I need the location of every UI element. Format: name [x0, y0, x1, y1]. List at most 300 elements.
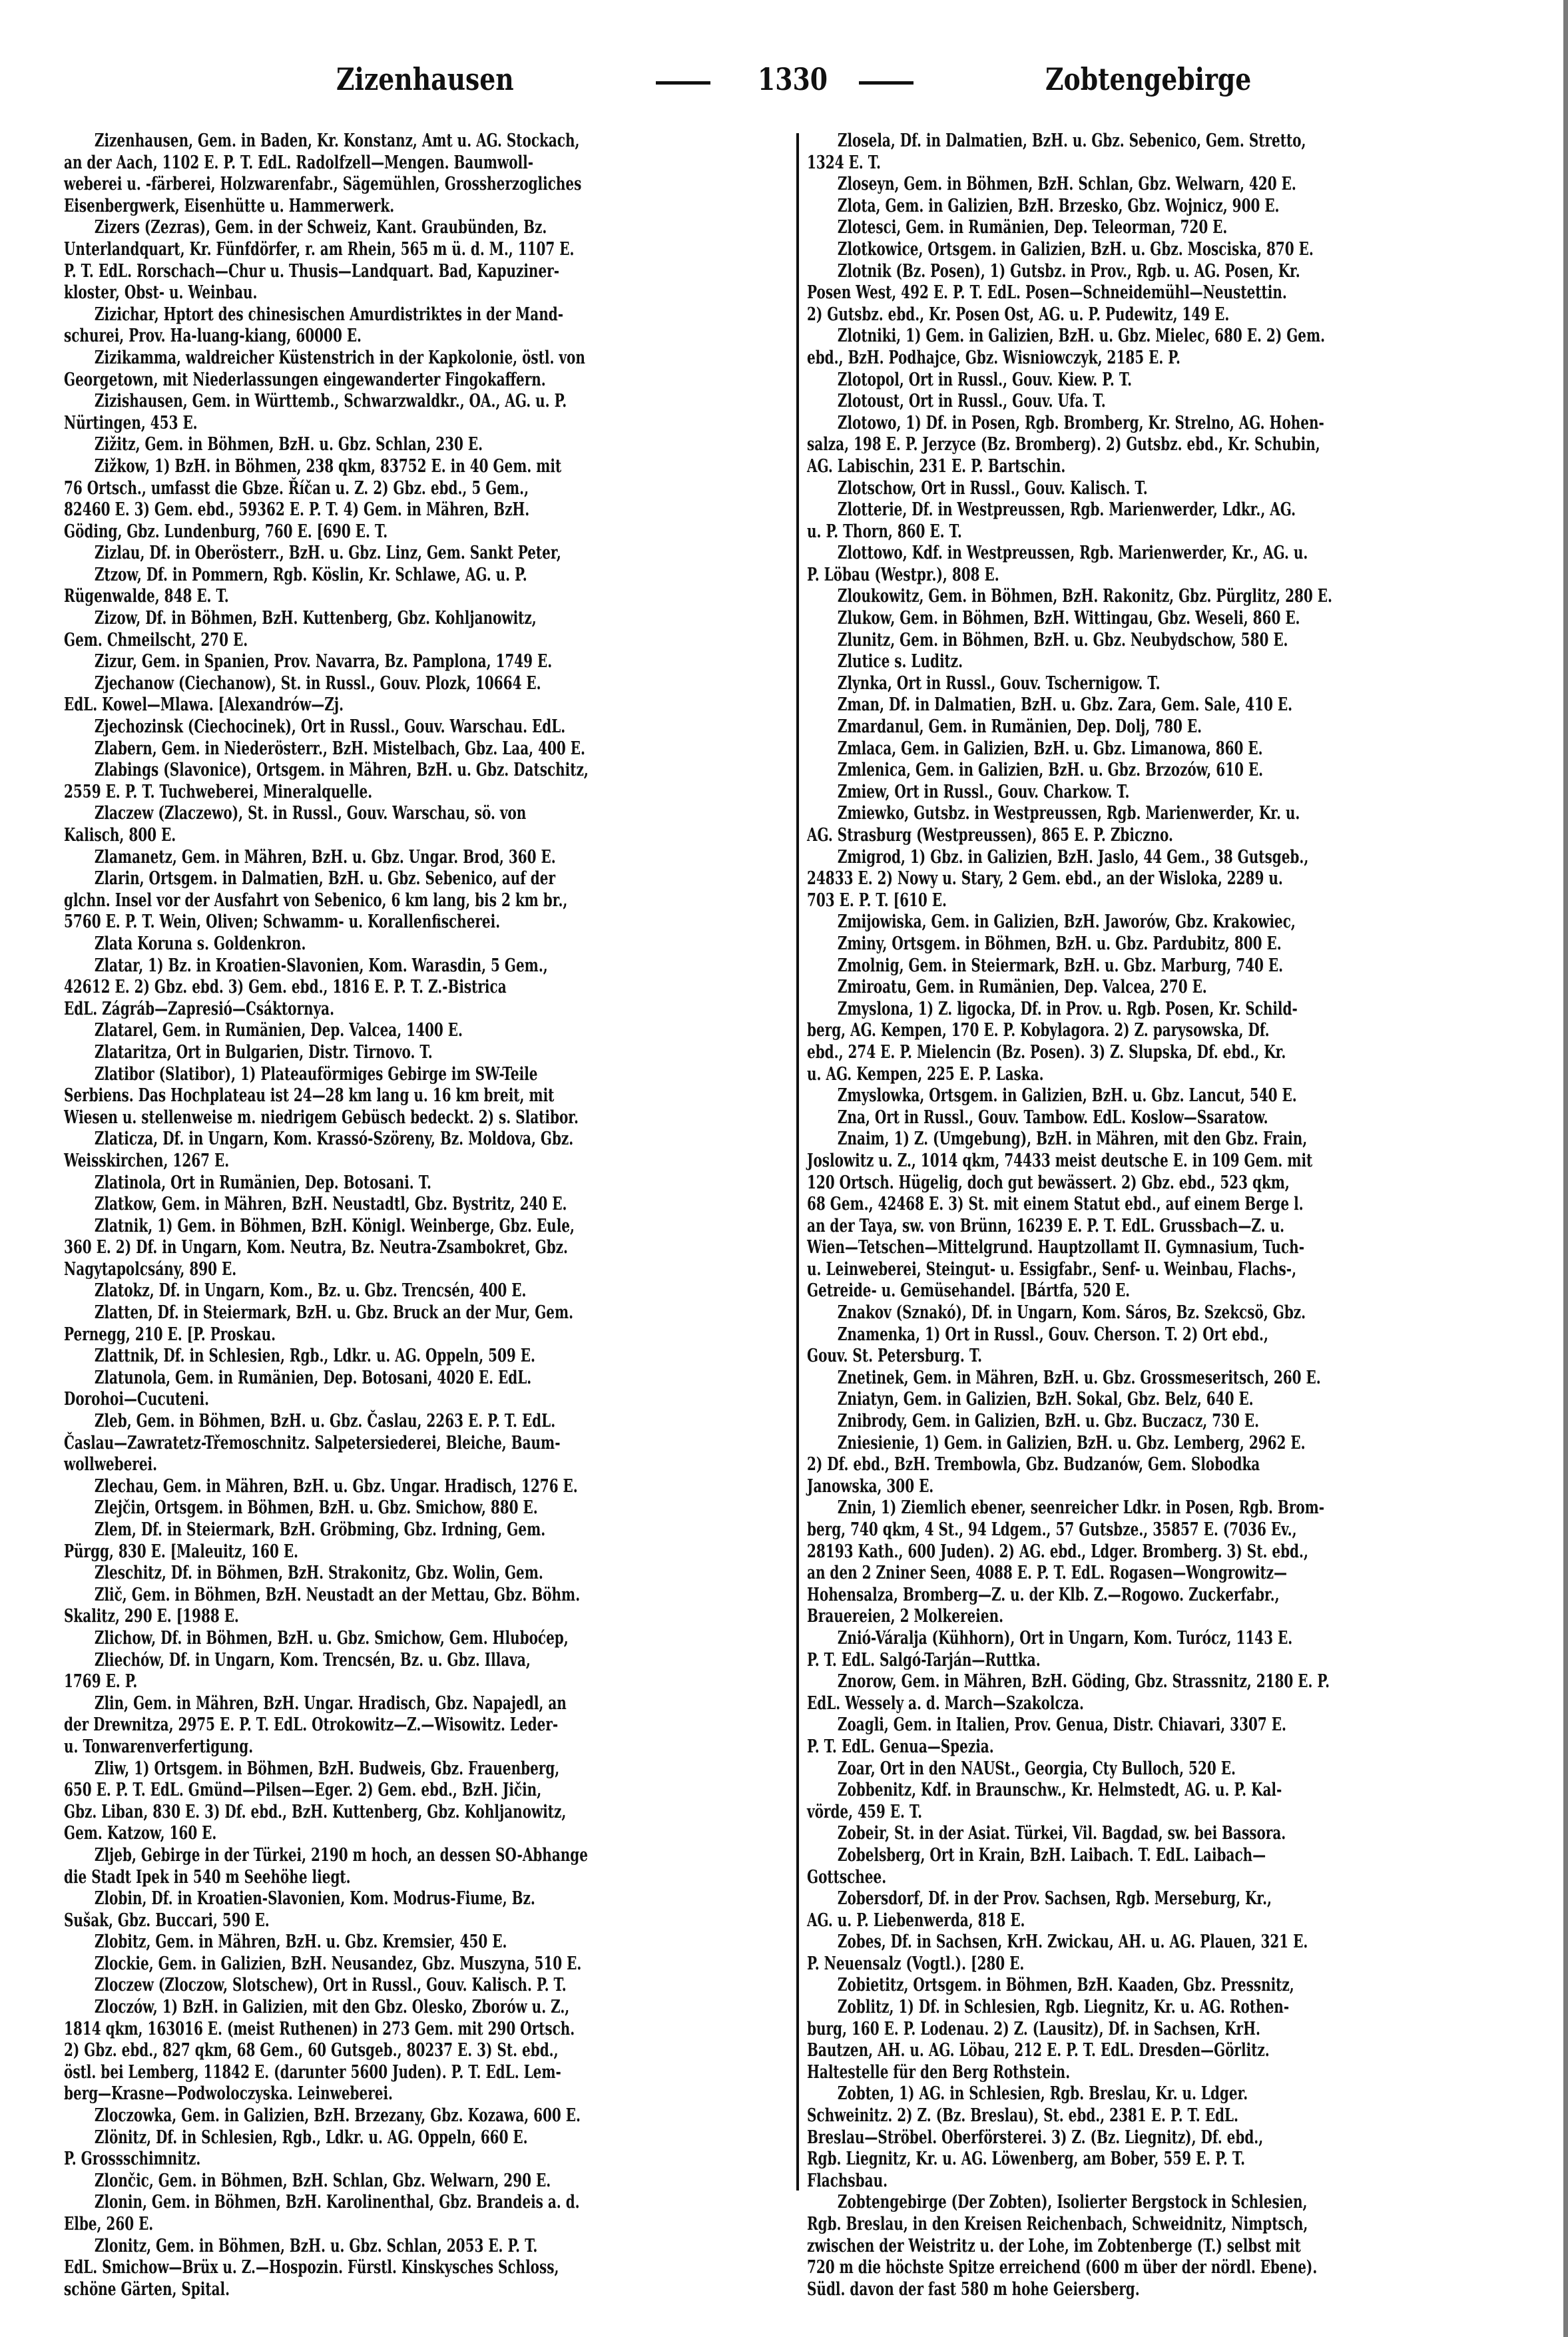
line-text: Zliw, 1) Ortsgem. in Böhmen, BzH. Budweis, Gbz. Frauenberg,	[94, 1758, 560, 1779]
entry-heading-line	[807, 1368, 1527, 1390]
entry-heading-line	[807, 391, 1527, 413]
line-text: Zmiewko, Gutsbz. in Westpreussen, Rgb. Marienwerder, Kr. u.	[837, 803, 1300, 824]
entry-text-line	[807, 1476, 1527, 1498]
entry-text-line	[807, 1606, 1527, 1628]
entry-text-line	[64, 977, 786, 999]
entry-heading-line	[807, 478, 1527, 500]
entry-heading-line	[807, 2192, 1527, 2214]
line-text: Sušak, Gbz. Buccari, 590 E.	[64, 1910, 270, 1931]
entry-text-line	[64, 2083, 786, 2105]
entry-text-line	[64, 1541, 786, 1563]
line-text: Zloczew (Zloczow, Slotschew), Ort in Russl., Gouv. Kalisch. P. T.	[94, 1975, 567, 1996]
line-text: Znorow, Gem. in Mähren, BzH. Göding, Gbz. Strassnitz, 2180 E. P.	[837, 1671, 1330, 1692]
line-text: Zlosela, Df. in Dalmatien, BzH. u. Gbz. Sebenico, Gem. Stretto,	[837, 130, 1306, 151]
line-text: weberei u. -färberei, Holzwarenfabr., Sägemühlen, Grossherzogliches	[64, 174, 582, 195]
line-text: Zlobin, Df. in Kroatien-Slavonien, Kom. Modrus-Fiume, Bz.	[94, 1888, 535, 1910]
entry-heading-line	[807, 239, 1527, 261]
line-text: Zlobitz, Gem. in Mähren, BzH. u. Gbz. Kremsier, 450 E.	[94, 1932, 507, 1953]
line-text: Getreide- u. Gemüsehandel. [Bártfa, 520 E.	[807, 1280, 1131, 1302]
entry-text-line	[807, 1172, 1527, 1194]
entry-heading-line	[64, 1997, 786, 2019]
line-text: Zlatinola, Ort in Rumänien, Dep. Botosani. T.	[94, 1172, 431, 1193]
line-text: Zižkow, 1) BzH. in Böhmen, 238 qkm, 83752 E. in 40 Gem. mit	[94, 455, 562, 477]
entry-heading-line	[807, 911, 1527, 933]
line-text: EdL. Kowel—Mlawa. [Alexandrów—Zj.	[64, 694, 344, 716]
line-text: Kalisch, 800 E.	[64, 825, 176, 846]
entry-text-line	[64, 326, 786, 348]
entry-text-line	[64, 911, 786, 933]
line-text: Zlatokz, Df. in Ungarn, Kom., Bz. u. Gbz. Trencsén, 400 E.	[94, 1280, 527, 1302]
line-text: 24833 E. 2) Nowy u. Stary, 2 Gem. ebd., an der Wisloka, 2289 u.	[807, 868, 1283, 890]
entry-heading-line	[64, 1585, 786, 1607]
line-text: Zlotterie, Df. in Westpreussen, Rgb. Marienwerder, Ldkr., AG.	[837, 499, 1296, 521]
line-text: Znibrody, Gem. in Galizien, BzH. u. Gbz. Buczacz, 730 E.	[837, 1411, 1260, 1432]
line-text: Zobelsberg, Ort in Krain, BzH. Laibach. T. EdL. Laibach—	[837, 1844, 1266, 1866]
line-text: Zlatkow, Gem. in Mähren, BzH. Neustadtl, Gbz. Bystritz, 240 E.	[94, 1194, 567, 1215]
entry-text-line	[807, 890, 1527, 912]
line-text: wollweberei.	[64, 1454, 158, 1475]
entry-heading-line	[807, 694, 1527, 716]
line-text: Zoar, Ort in den NAUSt., Georgia, Cty Bulloch, 520 E.	[837, 1758, 1236, 1779]
entry-text-line	[807, 1519, 1527, 1541]
line-text: Hohensalza, Bromberg—Z. u. der Klb. Z.—Rogowo. Zuckerfabr.,	[807, 1584, 1280, 1605]
line-text: Zlutice s. Luditz.	[837, 651, 963, 672]
line-text: Georgetown, mit Niederlassungen eingewanderter Fingokaffern.	[64, 369, 546, 390]
entry-text-line	[64, 521, 786, 543]
line-text: Zmigrod, 1) Gbz. in Galizien, BzH. Jaslo, 44 Gem., 38 Gutsgeb.,	[837, 846, 1309, 868]
entry-text-line	[807, 1237, 1527, 1259]
entry-text-line	[807, 1194, 1527, 1216]
line-text: 720 m die höchste Spitze erreichend (600 m über der nördl. Ebene).	[807, 2257, 1318, 2278]
line-text: AG. u. P. Liebenwerda, 818 E.	[807, 1910, 1025, 1931]
line-text: der Drewnitza, 2975 E. P. T. EdL. Otrokowitz—Z.—Wisowitz. Leder-	[64, 1714, 559, 1736]
entry-heading-line	[64, 868, 786, 890]
entry-heading-line	[64, 1020, 786, 1042]
column-divider	[796, 133, 799, 2191]
entry-text-line	[64, 1910, 786, 1932]
entry-heading-line	[807, 413, 1527, 435]
line-text: Zlotowo, 1) Df. in Posen, Rgb. Bromberg, Kr. Strelno, AG. Hohen-	[837, 412, 1324, 433]
entry-text-line	[807, 1585, 1527, 1607]
entry-text-line	[807, 348, 1527, 370]
entry-heading-line	[807, 543, 1527, 565]
entry-text-line	[64, 1802, 786, 1824]
line-text: schurei, Prov. Ha-luang-kiang, 60000 E.	[64, 326, 362, 347]
line-text: Zlota, Gem. in Galizien, BzH. Brzesko, Gbz. Wojnicz, 900 E.	[837, 195, 1280, 216]
entry-heading-line	[64, 803, 786, 825]
entry-text-line	[807, 2019, 1527, 2041]
line-text: 2) Gbz. ebd., 827 qkm, 68 Gem., 60 Gutsgeb., 80237 E. 3) St. ebd.,	[64, 2040, 559, 2061]
entry-text-line	[807, 1693, 1527, 1715]
line-text: Zobten, 1) AG. in Schlesien, Rgb. Breslau, Kr. u. Ldger.	[837, 2083, 1248, 2105]
entry-heading-line	[64, 1129, 786, 1151]
line-text: Wiesen u. stellenweise m. niedrigem Gebüsch bedeckt. 2) s. Slatibor.	[64, 1107, 579, 1128]
entry-heading-line	[807, 1823, 1527, 1845]
line-text: Pernegg, 210 E. [P. Proskau.	[64, 1324, 276, 1345]
entry-heading-line	[64, 1650, 786, 1672]
line-text: u. Leinweberei, Steingut- u. Essigfabr., Senf- u. Weinbau, Flachs-,	[807, 1258, 1297, 1280]
line-text: Zlechau, Gem. in Mähren, BzH. u. Gbz. Ungar. Hradisch, 1276 E.	[94, 1475, 578, 1497]
line-text: Zmardanul, Gem. in Rumänien, Dep. Dolj, 780 E.	[837, 716, 1202, 738]
line-text: Zljeb, Gebirge in der Türkei, 2190 m hoch, an dessen SO-Abhange	[94, 1844, 588, 1866]
entry-text-line	[64, 694, 786, 716]
line-text: Zobersdorf, Df. in der Prov. Sachsen, Rgb. Merseburg, Kr.,	[837, 1888, 1272, 1910]
entry-heading-line	[64, 1953, 786, 1975]
entry-text-line	[807, 2149, 1527, 2171]
header-dash-right	[859, 81, 914, 85]
line-text: Znakov (Sznakó), Df. in Ungarn, Kom. Sáros, Bz. Szekcsö, Gbz.	[837, 1302, 1306, 1324]
line-text: EdL. Zágráb—Zapresió—Csáktornya.	[64, 998, 335, 1019]
line-text: Zlarin, Ortsgem. in Dalmatien, BzH. u. Gbz. Sebenico, auf der	[94, 868, 556, 890]
entry-text-line	[807, 456, 1527, 478]
entry-text-line	[807, 1953, 1527, 1975]
entry-text-line	[807, 521, 1527, 543]
entry-heading-line	[64, 217, 786, 239]
entry-text-line	[64, 239, 786, 261]
entry-heading-line	[64, 1411, 786, 1433]
entry-heading-line	[807, 1975, 1527, 1997]
line-text: Rgb. Liegnitz, Kr. u. AG. Löwenberg, am Bober, 559 E. P. T.	[807, 2149, 1246, 2170]
line-text: Zloseyn, Gem. in Böhmen, BzH. Schlan, Gbz. Welwarn, 420 E.	[837, 174, 1296, 195]
entry-heading-line	[64, 2127, 786, 2149]
entry-text-line	[807, 2214, 1527, 2236]
line-text: Zlata Koruna s. Goldenkron.	[94, 933, 306, 954]
line-text: Zmlenica, Gem. in Galizien, BzH. u. Gbz. Brzozów, 610 E.	[837, 760, 1264, 781]
line-text: Zlatten, Df. in Steiermark, BzH. u. Gbz. Bruck an der Mur, Gem.	[94, 1302, 574, 1324]
entry-text-line	[807, 1736, 1527, 1758]
line-text: Zobeir, St. in der Asiat. Türkei, Vil. Bagdad, sw. bei Bassora.	[837, 1823, 1286, 1844]
entry-heading-line	[64, 348, 786, 370]
line-text: Gbz. Liban, 830 E. 3) Df. ebd., BzH. Kuttenberg, Gbz. Kohljanowitz,	[64, 1801, 567, 1822]
line-text: zwischen der Weistritz u. der Lohe, im Zobtenberge (T.) selbst mit	[807, 2235, 1301, 2256]
line-text: 82460 E. 3) Gem. ebd., 59362 E. P. T. 4) Gem. in Mähren, BzH.	[64, 499, 530, 521]
entry-heading-line	[807, 370, 1527, 391]
entry-heading-line	[64, 304, 786, 326]
line-text: 1769 E. P.	[64, 1671, 138, 1692]
entry-text-line	[64, 282, 786, 304]
line-text: Zobes, Df. in Sachsen, KrH. Zwickau, AH. u. AG. Plauen, 321 E.	[837, 1932, 1308, 1953]
entry-heading-line	[807, 977, 1527, 999]
line-text: Gem. Katzow, 160 E.	[64, 1823, 217, 1844]
line-text: Znin, 1) Ziemlich ebener, seenreicher Ldkr. in Posen, Rgb. Brom-	[837, 1497, 1325, 1519]
line-text: Janowska, 300 E.	[807, 1475, 934, 1497]
entry-text-line	[64, 2257, 786, 2279]
entry-heading-line	[64, 1064, 786, 1086]
line-text: Posen West, 492 E. P. T. EdL. Posen—Schneidemühl—Neustettin.	[807, 282, 1287, 304]
entry-heading-line	[64, 1888, 786, 1910]
line-text: Zjechozinsk (Ciechocinek), Ort in Russl., Gouv. Warschau. EdL.	[94, 716, 566, 738]
line-text: Zlotnik (Bz. Posen), 1) Gutsbz. in Prov., Rgb. u. AG. Posen, Kr.	[837, 260, 1300, 282]
line-text: berg, AG. Kempen, 170 E. P. Kobylagora. 2) Z. parysowska, Df.	[807, 1020, 1270, 1041]
entry-heading-line	[807, 651, 1527, 673]
entry-heading-line	[64, 1497, 786, 1519]
entry-heading-line	[64, 543, 786, 565]
entry-text-line	[64, 1324, 786, 1346]
running-header	[0, 61, 1568, 108]
line-text: Zizur, Gem. in Spanien, Prov. Navarra, Bz. Pamplona, 1749 E.	[94, 651, 553, 672]
line-text: Zmlaca, Gem. in Galizien, BzH. u. Gbz. Limanowa, 860 E.	[837, 738, 1263, 759]
line-text: Zloukowitz, Gem. in Böhmen, BzH. Rakonitz, Gbz. Pürglitz, 280 E.	[837, 586, 1332, 607]
entry-heading-line	[807, 738, 1527, 760]
entry-text-line	[64, 1389, 786, 1411]
entry-text-line	[64, 1237, 786, 1259]
entry-text-line	[807, 1216, 1527, 1238]
entry-heading-line	[64, 1693, 786, 1715]
entry-text-line	[807, 1020, 1527, 1042]
line-text: Zloczowka, Gem. in Galizien, BzH. Brzezany, Gbz. Kozawa, 600 E.	[94, 2105, 581, 2127]
entry-heading-line	[807, 586, 1527, 608]
entry-text-line	[64, 825, 786, 847]
line-text: Zizishausen, Gem. in Württemb., Schwarzwaldkr., OA., AG. u. P.	[94, 391, 567, 412]
line-text: 360 E. 2) Df. in Ungarn, Kom. Neutra, Bz. Neutra-Zsambokret, Gbz.	[64, 1237, 568, 1258]
entry-heading-line	[807, 716, 1527, 738]
entry-heading-line	[807, 1888, 1527, 1910]
line-text: Zjechanow (Ciechanow), St. in Russl., Gouv. Plozk, 10664 E.	[94, 672, 541, 694]
line-text: Zizers (Zezras), Gem. in der Schweiz, Kant. Graubünden, Bz.	[94, 217, 547, 238]
line-text: 68 Gem., 42468 E. 3) St. mit einem Statut ebd., auf einem Berge l.	[807, 1194, 1304, 1215]
entry-text-line	[64, 2040, 786, 2062]
line-text: Zlottowo, Kdf. in Westpreussen, Rgb. Marienwerder, Kr., AG. u.	[837, 543, 1308, 564]
line-text: Zlotoust, Ort in Russl., Gouv. Ufa. T.	[837, 391, 1106, 412]
line-text: Zlotopol, Ort in Russl., Gouv. Kiew. P. T.	[837, 369, 1133, 390]
entry-heading-line	[807, 499, 1527, 521]
entry-text-line	[807, 1563, 1527, 1585]
line-text: Zizikamma, waldreicher Küstenstrich in der Kapkolonie, östl. von	[94, 347, 585, 368]
line-text: an der Aach, 1102 E. P. T. EdL. Radolfzell—Mengen. Baumwoll-	[64, 152, 534, 173]
entry-heading-line	[64, 2171, 786, 2193]
entry-heading-line	[807, 955, 1527, 977]
entry-text-line	[64, 1454, 786, 1476]
line-text: Zlattnik, Df. in Schlesien, Rgb., Ldkr. u. AG. Oppeln, 509 E.	[94, 1346, 535, 1367]
entry-text-line	[64, 196, 786, 218]
line-text: Rgb. Breslau, in den Kreisen Reichenbach, Schweidnitz, Nimptsch,	[807, 2214, 1308, 2234]
line-text: Flachsbau.	[807, 2170, 888, 2191]
line-text: Ztzow, Df. in Pommern, Rgb. Köslin, Kr. Schlawe, AG. u. P.	[94, 564, 527, 585]
line-text: Wien—Tetschen—Mittelgrund. Hauptzollamt II. Gymnasium, Tuch-	[807, 1237, 1305, 1258]
entry-text-line	[64, 1736, 786, 1758]
entry-text-line	[807, 2127, 1527, 2149]
line-text: Zlotschow, Ort in Russl., Gouv. Kalisch. T.	[837, 477, 1148, 499]
line-text: Dorohoi—Cucuteni.	[64, 1389, 210, 1410]
entry-heading-line	[64, 1628, 786, 1650]
entry-heading-line	[64, 1476, 786, 1498]
line-text: Znetinek, Gem. in Mähren, BzH. u. Gbz. Grossmeseritsch, 260 E.	[837, 1367, 1321, 1388]
entry-heading-line	[64, 2236, 786, 2258]
entry-text-line	[64, 174, 786, 196]
line-text: Zlönitz, Df. in Schlesien, Rgb., Ldkr. u. AG. Oppeln, 660 E.	[94, 2127, 528, 2148]
entry-heading-line	[64, 2192, 786, 2214]
entry-heading-line	[807, 1389, 1527, 1411]
entry-text-line	[807, 1910, 1527, 1932]
entry-heading-line	[807, 1845, 1527, 1867]
line-text: u. Tonwarenverfertigung.	[64, 1736, 254, 1757]
entry-heading-line	[64, 716, 786, 738]
line-text: ebd., BzH. Podhajce, Gbz. Wisniowczyk, 2185 E. P.	[807, 347, 1180, 368]
entry-text-line	[64, 630, 786, 652]
entry-heading-line	[64, 1932, 786, 1953]
line-text: schöne Gärten, Spital.	[64, 2278, 230, 2300]
entry-text-line	[64, 152, 786, 174]
entry-heading-line	[64, 1216, 786, 1238]
entry-heading-line	[64, 1368, 786, 1390]
entry-text-line	[807, 2257, 1527, 2279]
line-text: P. T. EdL. Salgó-Tarján—Ruttka.	[807, 1649, 1041, 1671]
entry-heading-line	[807, 803, 1527, 825]
entry-heading-line	[64, 673, 786, 695]
entry-text-line	[64, 890, 786, 912]
entry-text-line	[64, 499, 786, 521]
entry-text-line	[64, 2019, 786, 2041]
entry-text-line	[807, 2062, 1527, 2084]
line-text: 5760 E. P. T. Wein, Oliven; Schwamm- u. Korallenfischerei.	[64, 911, 501, 933]
entry-text-line	[64, 1823, 786, 1845]
line-text: P. Löbau (Westpr.), 808 E.	[807, 564, 999, 585]
entry-text-line	[807, 1802, 1527, 1824]
line-text: Gottschee.	[807, 1866, 887, 1888]
entry-heading-line	[807, 174, 1527, 196]
entry-heading-line	[64, 565, 786, 587]
line-text: Znaim, 1) Z. (Umgebung), BzH. in Mähren, mit den Gbz. Frain,	[837, 1129, 1308, 1150]
entry-text-line	[64, 1433, 786, 1455]
line-text: Zniatyn, Gem. in Galizien, BzH. Sokal, Gbz. Belz, 640 E.	[837, 1389, 1254, 1410]
entry-heading-line	[807, 1671, 1527, 1693]
entry-heading-line	[64, 1302, 786, 1324]
header-first-keyword: Zizenhausen	[336, 61, 514, 97]
entry-heading-line	[807, 217, 1527, 239]
entry-text-line	[807, 825, 1527, 847]
entry-heading-line	[64, 391, 786, 413]
line-text: Zobietitz, Ortsgem. in Böhmen, BzH. Kaaden, Gbz. Pressnitz,	[837, 1975, 1294, 1996]
entry-heading-line	[64, 608, 786, 630]
line-text: Zlamanetz, Gem. in Mähren, BzH. u. Gbz. Ungar. Brod, 360 E.	[94, 846, 556, 868]
line-text: u. P. Thorn, 860 E. T.	[807, 521, 962, 542]
entry-heading-line	[64, 847, 786, 869]
entry-heading-line	[64, 1758, 786, 1780]
line-text: Schweinitz. 2) Z. (Bz. Breslau), St. ebd., 2381 E. P. T. EdL.	[807, 2105, 1238, 2127]
line-text: Zlichow, Df. in Böhmen, BzH. u. Gbz. Smichow, Gem. Hluboćep,	[94, 1627, 569, 1649]
line-text: EdL. Smichow—Brüx u. Z.—Hospozin. Fürstl. Kinskysches Schloss,	[64, 2257, 559, 2278]
line-text: Zoagli, Gem. in Italien, Prov. Genua, Distr. Chiavari, 3307 E.	[837, 1714, 1286, 1736]
entry-text-line	[807, 1454, 1527, 1476]
entry-heading-line	[64, 456, 786, 478]
entry-text-line	[807, 1280, 1527, 1302]
line-text: Znamenka, 1) Ort in Russl., Gouv. Cherson. T. 2) Ort ebd.,	[837, 1324, 1268, 1345]
line-text: Zliechów, Df. in Ungarn, Kom. Trencsén, Bz. u. Gbz. Illava,	[94, 1649, 531, 1671]
entry-text-line	[807, 2236, 1527, 2258]
entry-text-line	[64, 1867, 786, 1889]
line-text: Zlejčin, Ortsgem. in Böhmen, BzH. u. Gbz. Smichow, 880 E.	[94, 1497, 538, 1519]
entry-text-line	[64, 413, 786, 435]
entry-heading-line	[64, 1975, 786, 1997]
entry-heading-line	[807, 1628, 1527, 1650]
line-text: Brauereien, 2 Molkereien.	[807, 1606, 1004, 1627]
entry-text-line	[807, 2279, 1527, 2301]
line-text: Pürgg, 830 E. [Maleuitz, 160 E.	[64, 1541, 299, 1562]
line-text: 2) Gutsbz. ebd., Kr. Posen Ost, AG. u. P. Pudewitz, 149 E.	[807, 304, 1230, 325]
line-text: Zobbenitz, Kdf. in Braunschw., Kr. Helmstedt, AG. u. P. Kal-	[837, 1780, 1282, 1801]
line-text: Breslau—Ströbel. Oberförsterei. 3) Z. (Bz. Liegnitz), Df. ebd.,	[807, 2127, 1264, 2148]
entry-heading-line	[807, 261, 1527, 283]
line-text: Zmiew, Ort in Russl., Gouv. Charkow. T.	[837, 781, 1130, 802]
line-text: burg, 160 E. P. Lodenau. 2) Z. (Lausitz), Df. in Sachsen, KrH.	[807, 2018, 1260, 2039]
line-text: Zmyslowka, Ortsgem. in Galizien, BzH. u. Gbz. Lancut, 540 E.	[837, 1085, 1297, 1107]
line-text: Zlem, Df. in Steiermark, BzH. Gröbming, Gbz. Irdning, Gem.	[94, 1519, 546, 1540]
entry-text-line	[64, 1151, 786, 1172]
line-text: Zmyslona, 1) Z. ligocka, Df. in Prov. u. Rgb. Posen, Kr. Schild-	[837, 998, 1298, 1019]
entry-text-line	[64, 1085, 786, 1107]
entry-text-line	[807, 1346, 1527, 1368]
entry-heading-line	[807, 1129, 1527, 1151]
line-text: Elbe, 260 E.	[64, 2214, 154, 2234]
line-text: Zlataritza, Ort in Bulgarien, Distr. Tirnovo. T.	[94, 1041, 433, 1063]
line-text: Bautzen, AH. u. AG. Löbau, 212 E. P. T. EdL. Dresden—Görlitz.	[807, 2040, 1270, 2061]
line-text: Zlatibor (Slatibor), 1) Plateauförmiges Gebirge im SW-Teile	[94, 1063, 538, 1085]
entry-heading-line	[807, 1714, 1527, 1736]
line-text: Zlič, Gem. in Böhmen, BzH. Neustadt an der Mettau, Gbz. Böhm.	[94, 1584, 581, 1605]
entry-heading-line	[807, 1433, 1527, 1455]
entry-text-line	[64, 478, 786, 500]
line-text: östl. bei Lemberg, 11842 E. (darunter 5600 Juden). P. T. EdL. Lem-	[64, 2061, 561, 2083]
entry-heading-line	[807, 760, 1527, 782]
entry-text-line	[807, 868, 1527, 890]
entry-heading-line	[807, 326, 1527, 348]
left-text-column	[64, 130, 786, 2300]
line-text: Nürtingen, 453 E.	[64, 412, 198, 433]
entry-text-line	[64, 261, 786, 283]
line-text: Zlatnik, 1) Gem. in Böhmen, BzH. Königl. Weinberge, Gbz. Eule,	[94, 1215, 575, 1236]
entry-heading-line	[807, 608, 1527, 630]
line-text: Zmiroatu, Gem. in Rumänien, Dep. Valcea, 270 E.	[837, 977, 1207, 998]
line-text: Zloczów, 1) BzH. in Galizien, mit den Gbz. Olesko, Zborów u. Z.,	[94, 1997, 570, 2018]
entry-text-line	[807, 1867, 1527, 1889]
entry-text-line	[64, 1259, 786, 1281]
line-text: Zlynka, Ort in Russl., Gouv. Tschernigow. T.	[837, 672, 1161, 694]
line-text: Zižitz, Gem. in Böhmen, BzH. u. Gbz. Schlan, 230 E.	[94, 434, 483, 455]
page-number: 1330	[758, 61, 828, 97]
line-text: Zoblitz, 1) Df. in Schlesien, Rgb. Liegnitz, Kr. u. AG. Rothen-	[837, 1997, 1290, 2018]
entry-text-line	[807, 1151, 1527, 1172]
entry-text-line	[807, 1541, 1527, 1563]
line-text: 650 E. P. T. EdL. Gmünd—Pilsen—Eger. 2) Gem. ebd., BzH. Jičin,	[64, 1780, 542, 1801]
entry-heading-line	[807, 1107, 1527, 1129]
entry-text-line	[807, 152, 1527, 174]
header-dash-left	[656, 81, 710, 85]
entry-text-line	[807, 565, 1527, 587]
line-text: Weisskirchen, 1267 E.	[64, 1150, 230, 1171]
line-text: berg—Krasne—Podwoloczyska. Leinweberei.	[64, 2083, 393, 2105]
line-text: Zlin, Gem. in Mähren, BzH. Ungar. Hradisch, Gbz. Napajedl, an	[94, 1692, 567, 1714]
entry-heading-line	[807, 1411, 1527, 1433]
line-text: Nagytapolcsány, 890 E.	[64, 1258, 237, 1280]
line-text: AG. Strasburg (Westpreussen), 865 E. P. Zbiczno.	[807, 825, 1173, 846]
entry-heading-line	[64, 1563, 786, 1585]
entry-text-line	[64, 782, 786, 804]
entry-heading-line	[64, 1280, 786, 1302]
entry-heading-line	[807, 2083, 1527, 2105]
line-text: Zlabings (Slavonice), Ortsgem. in Mähren, BzH. u. Gbz. Datschitz,	[94, 760, 589, 781]
line-text: EdL. Wessely a. d. March—Szakolcza.	[807, 1692, 1084, 1714]
entry-heading-line	[807, 782, 1527, 804]
line-text: Zlaczew (Zlaczewo), St. in Russl., Gouv. Warschau, sö. von	[94, 803, 527, 824]
entry-heading-line	[64, 1172, 786, 1194]
entry-heading-line	[64, 130, 786, 152]
line-text: 1324 E. T.	[807, 152, 881, 173]
line-text: Zlatunola, Gem. in Rumänien, Dep. Botosani, 4020 E. EdL.	[94, 1367, 532, 1388]
line-text: Göding, Gbz. Lundenburg, 760 E. [690 E. T.	[64, 521, 388, 542]
line-text: Zlotesci, Gem. in Rumänien, Dep. Teleorman, 720 E.	[837, 217, 1228, 238]
line-text: ebd., 274 E. P. Mielencin (Bz. Posen). 3) Z. Slupska, Df. ebd., Kr.	[807, 1041, 1286, 1063]
entry-text-line	[64, 1714, 786, 1736]
